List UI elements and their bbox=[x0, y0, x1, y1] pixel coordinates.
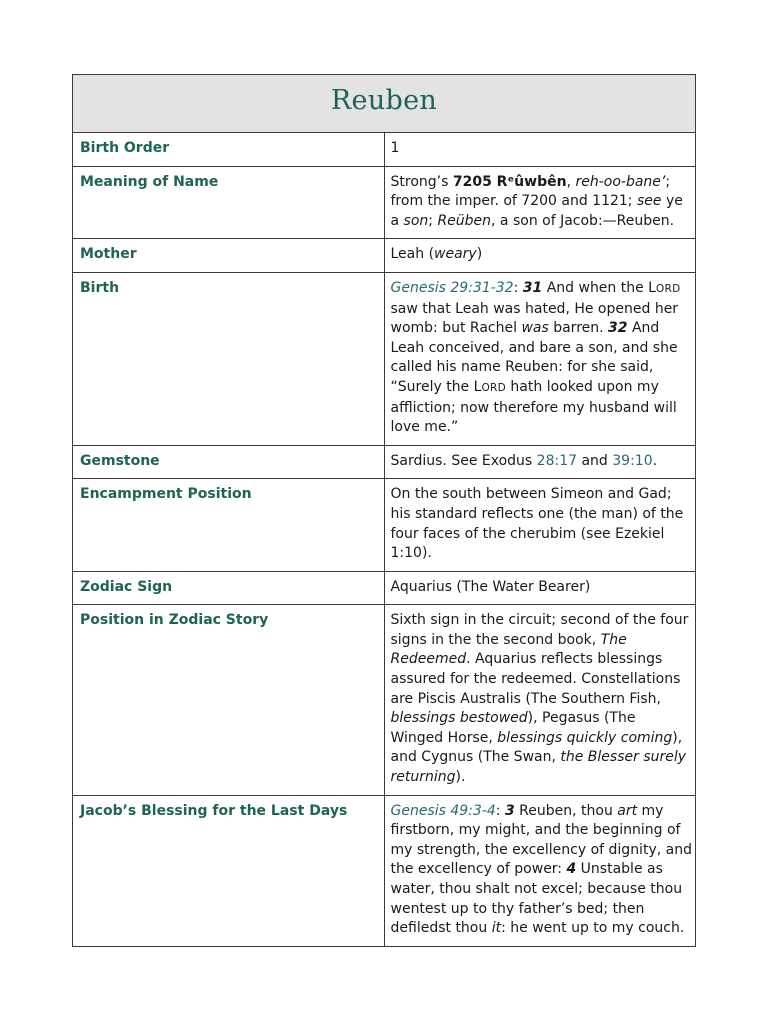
strongs-number: 7205 Rᵉûwbên bbox=[452, 173, 567, 190]
text: And when the L bbox=[542, 279, 656, 296]
text: , a son of Jacob:—Reuben. bbox=[491, 212, 675, 229]
scripture-link[interactable]: 39:10 bbox=[612, 452, 653, 469]
text: saw that Leah was hated, He opened her womb: but Rachel bbox=[390, 300, 679, 337]
text: my firstborn, my might, and the beginning of my strength, the excellency of dignity, and the excellency of power: bbox=[390, 802, 692, 878]
text: ). bbox=[455, 769, 466, 786]
label-meaning-of-name: Meaning of Name bbox=[73, 166, 385, 239]
page-title: Reuben bbox=[330, 85, 438, 117]
row-mother bbox=[73, 239, 696, 273]
text: ye a bbox=[390, 193, 683, 229]
label-mother: Mother bbox=[73, 239, 385, 273]
italic-text: blessings bestowed bbox=[390, 710, 528, 727]
value-mother bbox=[384, 239, 696, 273]
value-gemstone bbox=[384, 445, 696, 479]
row-jacobs-blessing bbox=[73, 795, 696, 946]
text: : bbox=[495, 802, 505, 819]
label-encampment-position: Encampment Position bbox=[73, 479, 385, 571]
scripture-link[interactable]: Genesis 49:3-4 bbox=[390, 802, 496, 819]
verse-number: 32 bbox=[608, 320, 628, 337]
verse-number: 4 bbox=[566, 861, 577, 878]
text: ; bbox=[428, 212, 438, 229]
text: . bbox=[652, 452, 658, 469]
text: ) bbox=[476, 246, 483, 263]
book-title: The Redeemed bbox=[390, 631, 627, 668]
row-zodiac-sign bbox=[73, 571, 696, 605]
value-zodiac-story bbox=[384, 605, 696, 795]
text: ), Pegasus (The Winged Horse, bbox=[390, 710, 636, 746]
text: ; from the imper. of 7200 and 1121; bbox=[390, 173, 671, 210]
title-cell bbox=[73, 75, 696, 133]
value-encampment-position: On the south between Simeon and Gad; his standard reflects one (the man) of the four faces of the cherubim (see Ezekiel 1:10). bbox=[384, 479, 696, 571]
text: and bbox=[577, 452, 613, 469]
text: : he went up to my couch. bbox=[501, 920, 685, 937]
italic-text: blessings quickly coming bbox=[497, 729, 673, 746]
italic-text: art bbox=[617, 802, 638, 819]
value-jacobs-blessing bbox=[384, 795, 696, 946]
italic-text: it bbox=[491, 920, 502, 937]
small-caps: ORD bbox=[655, 282, 681, 295]
text: Sardius. See Exodus bbox=[390, 452, 537, 469]
italic-text: the Blesser surely returning bbox=[390, 749, 687, 786]
label-jacobs-blessing: Jacob’s Blessing for the Last Days bbox=[73, 795, 385, 946]
label-zodiac-story: Position in Zodiac Story bbox=[73, 605, 385, 795]
scripture-link[interactable]: 28:17 bbox=[536, 452, 578, 469]
verse-number: 3 bbox=[504, 802, 515, 819]
row-gemstone bbox=[73, 445, 696, 479]
text: ), and Cygnus (The Swan, bbox=[390, 729, 683, 766]
italic-text: Reüben bbox=[437, 212, 492, 229]
text: Strong’s bbox=[390, 173, 453, 190]
value-birth bbox=[384, 272, 696, 445]
italic-text: see bbox=[636, 193, 662, 210]
italic-text: was bbox=[521, 320, 549, 337]
scripture-link[interactable]: Genesis 29:31-32 bbox=[390, 279, 514, 296]
row-encampment-position bbox=[73, 479, 696, 571]
row-birth-order bbox=[73, 133, 696, 167]
text: Reuben, thou bbox=[514, 802, 618, 819]
label-zodiac-sign: Zodiac Sign bbox=[73, 571, 385, 605]
verse-number: 31 bbox=[522, 279, 543, 296]
text: barren. bbox=[548, 320, 609, 337]
value-zodiac-sign: Aquarius (The Water Bearer) bbox=[384, 571, 696, 605]
italic-text: weary bbox=[434, 246, 477, 263]
label-birth-order: Birth Order bbox=[73, 133, 385, 167]
pronunciation: reh-oo-bane’ bbox=[575, 173, 666, 190]
text: . Aquarius reflects blessings assured for the redeemed. Constellations are Piscis Australis (The Southern Fish, bbox=[390, 651, 681, 707]
text: hath looked upon my affliction; now therefore my husband will love me.” bbox=[390, 378, 677, 436]
text: Sixth sign in the circuit; second of the four signs in the the second book, bbox=[390, 612, 689, 648]
title-row bbox=[73, 75, 696, 133]
row-meaning-of-name bbox=[73, 166, 696, 239]
text: Unstable as water, thou shalt not excel; because thou wentest up to thy father’s bed; then defiledst thou bbox=[390, 861, 683, 937]
value-meaning-of-name bbox=[384, 166, 696, 239]
text: : bbox=[513, 279, 523, 296]
italic-text: son bbox=[403, 212, 429, 229]
text: , bbox=[566, 173, 576, 190]
reuben-info-table bbox=[72, 74, 696, 947]
label-gemstone: Gemstone bbox=[73, 445, 385, 479]
row-zodiac-story bbox=[73, 605, 696, 795]
small-caps: ORD bbox=[481, 381, 506, 394]
value-birth-order: 1 bbox=[384, 133, 696, 167]
label-birth: Birth bbox=[73, 272, 385, 445]
text: And Leah conceived, and bare a son, and she called his name Reuben: for she said, “Surely the L bbox=[390, 320, 678, 395]
row-birth bbox=[73, 272, 696, 445]
text: Leah ( bbox=[390, 246, 435, 263]
